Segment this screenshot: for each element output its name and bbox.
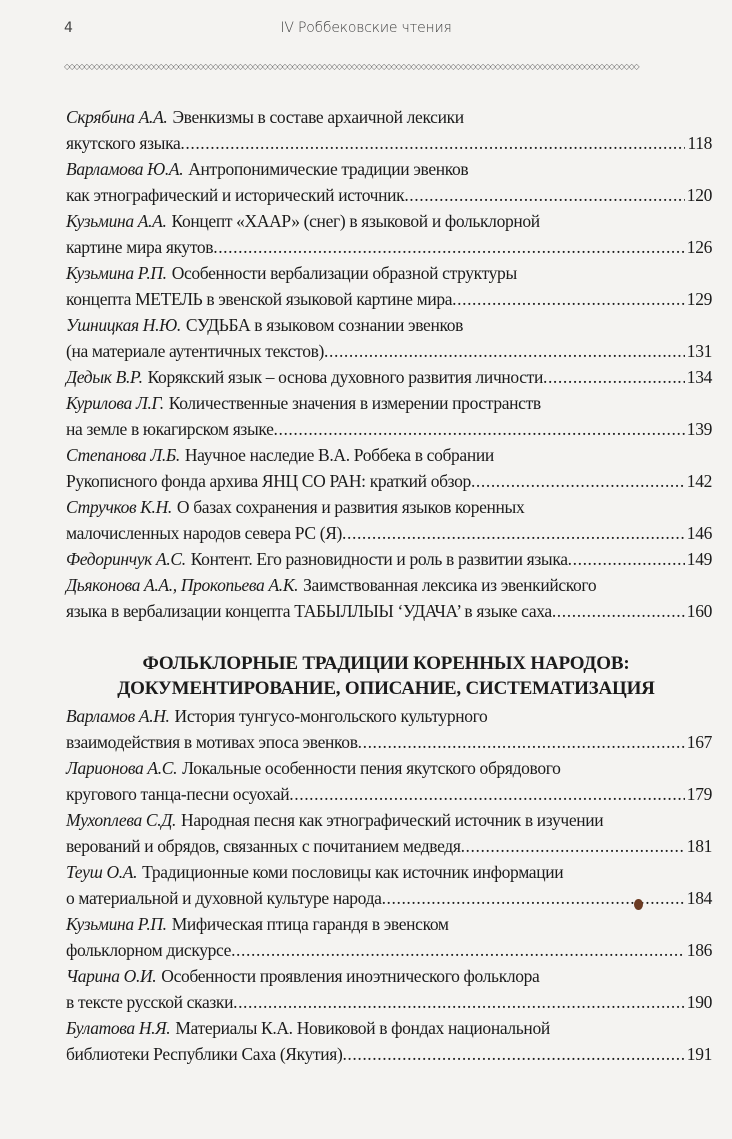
running-header — [0, 20, 732, 42]
entry-page-number: 190 — [686, 992, 712, 1012]
entry-author: Варламов А.Н. — [66, 706, 170, 726]
toc-entry-line2 — [66, 729, 712, 755]
toc-entry-line2 — [66, 885, 712, 911]
section-heading-line1: ФОЛЬКЛОРНЫЕ ТРАДИЦИИ КОРЕННЫХ НАРОДОВ: — [142, 653, 630, 674]
entry-title-cont: верований и обрядов, связанных с почитанием медведя — [66, 836, 461, 856]
toc-entry — [66, 364, 712, 390]
toc-entry-line2 — [66, 781, 712, 807]
dot-leader — [461, 833, 685, 859]
toc-entry-line2 — [66, 130, 712, 156]
toc-entry — [66, 1015, 712, 1067]
toc-entry-line1 — [66, 807, 712, 833]
entry-page-number: 131 — [686, 341, 712, 361]
section-heading — [40, 651, 732, 701]
toc-entry — [66, 156, 712, 208]
toc-entry-line2 — [66, 468, 712, 494]
entry-page-number: 146 — [686, 523, 712, 543]
entry-title: Материалы К.А. Новиковой в фондах национальной — [175, 1018, 550, 1038]
entry-author: Дедык В.Р. — [66, 367, 143, 387]
toc-entry-line1 — [66, 494, 712, 520]
entry-page-number: 184 — [686, 888, 712, 908]
entry-title: Особенности проявления иноэтнического фольклора — [161, 966, 540, 986]
toc-entry-line1 — [66, 390, 712, 416]
entry-title-cont: концепта МЕТЕЛЬ в эвенской языковой картине мира — [66, 289, 453, 309]
section-heading-line2: ДОКУМЕНТИРОВАНИЕ, ОПИСАНИЕ, СИСТЕМАТИЗАЦИЯ — [117, 678, 655, 699]
toc-entry-line1 — [66, 260, 712, 286]
toc-entry — [66, 859, 712, 911]
toc-entry-line1 — [66, 156, 712, 182]
entry-title-cont: картине мира якутов — [66, 237, 214, 257]
ink-stain — [634, 899, 643, 910]
entry-page-number: 160 — [686, 601, 712, 621]
toc-entry — [66, 546, 712, 572]
toc-entry — [66, 963, 712, 1015]
entry-page-number: 181 — [686, 836, 712, 856]
entry-title: Эвенкизмы в составе архаичной лексики — [172, 107, 464, 127]
dot-leader — [358, 729, 685, 755]
entry-author: Кузьмина Р.П. — [66, 914, 167, 934]
ornamental-divider: ◇◇◇◇◇◇◇◇◇◇◇◇◇◇◇◇◇◇◇◇◇◇◇◇◇◇◇◇◇◇◇◇◇◇◇◇◇◇◇◇◇◇◇◇◇◇◇◇◇◇◇◇◇◇◇◇◇◇◇◇◇◇◇◇◇◇◇◇◇◇◇◇◇◇◇◇◇◇◇◇◇◇◇◇◇◇◇◇◇◇◇◇◇◇◇◇◇◇◇◇◇◇◇◇◇◇◇◇◇◇◇◇◇◇◇◇ — [64, 62, 639, 71]
entry-page-number: 167 — [686, 732, 712, 752]
running-title: IV Роббековские чтения — [280, 20, 452, 36]
entry-title: История тунгусо-монгольского культурного — [174, 706, 488, 726]
toc-entry-line1 — [66, 572, 712, 598]
toc-entry-line1 — [66, 1015, 712, 1041]
toc-entry-line1 — [66, 703, 712, 729]
toc-entry — [66, 390, 712, 442]
toc-entry-line1 — [66, 859, 712, 885]
dot-leader — [552, 598, 685, 624]
entry-title: Корякский язык – основа духовного развития личности — [147, 367, 543, 387]
dot-leader — [568, 546, 685, 572]
entry-author: Кузьмина А.А. — [66, 211, 167, 231]
toc-entry-line1 — [66, 312, 712, 338]
toc-entry — [66, 260, 712, 312]
toc-entry — [66, 208, 712, 260]
toc-entry — [66, 755, 712, 807]
entry-title-cont: фольклорном дискурсе — [66, 940, 232, 960]
dot-leader — [231, 937, 685, 963]
toc-list-part2 — [66, 703, 712, 1067]
entry-title-cont: (на материале аутентичных текстов) — [66, 341, 325, 361]
entry-title: Традиционные коми пословицы как источник информации — [142, 862, 564, 882]
dot-leader — [289, 781, 685, 807]
entry-page-number: 134 — [686, 367, 712, 387]
dot-leader — [452, 286, 685, 312]
dot-leader — [324, 338, 685, 364]
dot-leader — [213, 234, 685, 260]
entry-title: Концепт «ХААР» (снег) в языковой и фольклорной — [171, 211, 540, 231]
entry-title-cont: языка в вербализации концепта ТАБЫЛЛЫЫ ‘УДАЧА’ в языке саха — [66, 601, 552, 621]
entry-author: Курилова Л.Г. — [66, 393, 164, 413]
entry-page-number: 120 — [686, 185, 712, 205]
entry-page-number: 191 — [686, 1044, 712, 1064]
entry-author: Стручков К.Н. — [66, 497, 172, 517]
toc-entry-line2 — [66, 598, 712, 624]
toc-entry-line2 — [66, 520, 712, 546]
entry-title-cont: как этнографический и исторический источник — [66, 185, 405, 205]
entry-page-number: 126 — [686, 237, 712, 257]
entry-page-number: 129 — [686, 289, 712, 309]
entry-title-cont: кругового танца-песни осуохай — [66, 784, 290, 804]
entry-title: Антропонимические традиции эвенков — [188, 159, 469, 179]
entry-author: Кузьмина Р.П. — [66, 263, 167, 283]
toc-entry-line2 — [66, 416, 712, 442]
entry-title: Народная песня как этнографический источник в изучении — [181, 810, 604, 830]
entry-author: Чарина О.И. — [66, 966, 157, 986]
entry-author: Теуш О.А. — [66, 862, 138, 882]
dot-leader — [404, 182, 684, 208]
toc-entry-line2 — [66, 338, 712, 364]
toc-entry-line2 — [66, 286, 712, 312]
entry-title-cont: в тексте русской сказки — [66, 992, 234, 1012]
entry-author: Мухоплева С.Д. — [66, 810, 177, 830]
toc-entry — [66, 312, 712, 364]
entry-title-cont: взаимодействия в мотивах эпоса эвенков — [66, 732, 358, 752]
entry-title: Особенности вербализации образной структуры — [171, 263, 517, 283]
toc-entry-line2 — [66, 833, 712, 859]
entry-title-cont: Рукописного фонда архива ЯНЦ СО РАН: краткий обзор — [66, 471, 471, 491]
entry-author: Скрябина А.А. — [66, 107, 168, 127]
toc-entry-line1 — [66, 546, 712, 572]
dot-leader — [342, 520, 685, 546]
entry-page-number: 149 — [686, 549, 712, 569]
toc-entry-line2 — [66, 182, 712, 208]
entry-title-cont: библиотеки Республики Саха (Якутия) — [66, 1044, 343, 1064]
entry-page-number: 186 — [686, 940, 712, 960]
dot-leader — [233, 989, 685, 1015]
entry-title: Локальные особенности пения якутского обрядового — [182, 758, 561, 778]
entry-title-cont: якутского языка — [66, 133, 181, 153]
toc-entry-line1 — [66, 442, 712, 468]
dot-leader — [180, 130, 685, 156]
entry-title-cont: на земле в юкагирском языке — [66, 419, 274, 439]
entry-page-number: 139 — [686, 419, 712, 439]
entry-title: О базах сохранения и развития языков коренных — [176, 497, 525, 517]
entry-title: Научное наследие В.А. Роббека в собрании — [184, 445, 494, 465]
toc-entry-line2 — [66, 234, 712, 260]
entry-author: Ларионова А.С. — [66, 758, 178, 778]
entry-author: Степанова Л.Б. — [66, 445, 180, 465]
toc-entry — [66, 494, 712, 546]
toc-entry-line1 — [66, 208, 712, 234]
entry-title: Мифическая птица гарандя в эвенском — [171, 914, 449, 934]
toc-entry-line1 — [66, 755, 712, 781]
entry-author: Дьяконова А.А., Прокопьева А.К. — [66, 575, 299, 595]
entry-author: Булатова Н.Я. — [66, 1018, 171, 1038]
toc-entry — [66, 911, 712, 963]
entry-title-cont: малочисленных народов севера РС (Я) — [66, 523, 343, 543]
dot-leader — [471, 468, 685, 494]
entry-author: Ушницкая Н.Ю. — [66, 315, 181, 335]
entry-title: Заимствованная лексика из эвенкийского — [303, 575, 597, 595]
dot-leader — [274, 416, 685, 442]
entry-title: Контент. Его разновидности и роль в развитии языка — [190, 549, 568, 569]
entry-author: Федоринчук А.С. — [66, 549, 186, 569]
toc-entry-line1 — [66, 963, 712, 989]
toc-entry-line1 — [66, 104, 712, 130]
toc-entry-line2 — [66, 1041, 712, 1067]
toc-entry — [66, 104, 712, 156]
dot-leader — [342, 1041, 684, 1067]
toc-list-part1 — [66, 104, 712, 624]
toc-entry — [66, 807, 712, 859]
toc-entry — [66, 442, 712, 494]
dot-leader — [543, 364, 685, 390]
toc-entry-line1 — [66, 364, 712, 390]
entry-title: Количественные значения в измерении пространств — [168, 393, 541, 413]
entry-page-number: 179 — [686, 784, 712, 804]
entry-page-number: 142 — [686, 471, 712, 491]
entry-title-cont: о материальной и духовной культуре народа — [66, 888, 382, 908]
toc-entry-line2 — [66, 937, 712, 963]
entry-page-number: 118 — [687, 133, 712, 153]
toc-entry-line2 — [66, 989, 712, 1015]
toc-entry — [66, 572, 712, 624]
entry-author: Варламова Ю.А. — [66, 159, 184, 179]
entry-title: СУДЬБА в языковом сознании эвенков — [185, 315, 464, 335]
toc-entry-line1 — [66, 911, 712, 937]
page-number: 4 — [64, 20, 73, 36]
toc-entry — [66, 703, 712, 755]
